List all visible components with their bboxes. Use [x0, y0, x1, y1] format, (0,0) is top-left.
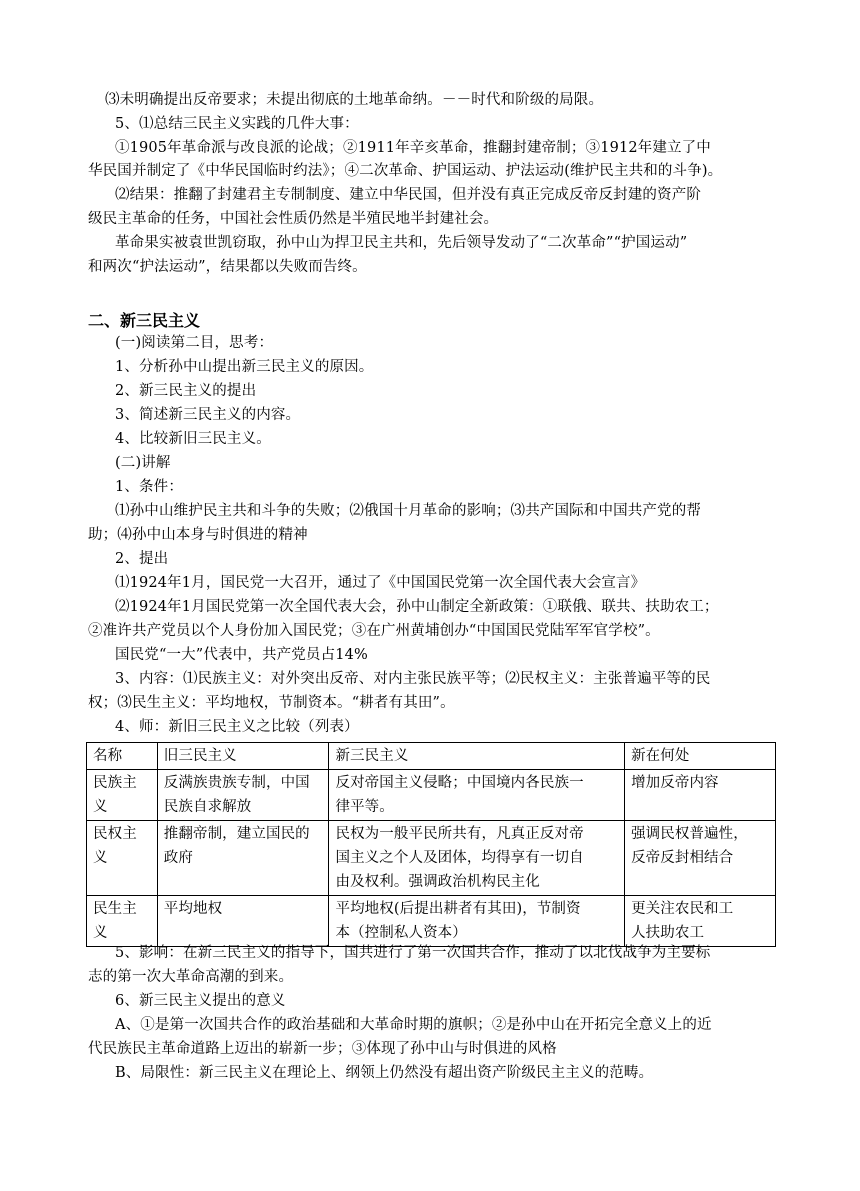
text-line: 华民国并制定了《中华民国临时约法》；④二次革命、护国运动、护法运动(维护民主共和的斗争)。	[88, 163, 723, 179]
text-line: 代民族民主革命道路上迈出的崭新一步；③体现了孙中山与时俱进的风格	[88, 1041, 557, 1057]
text-line: 1、条件：	[115, 479, 183, 495]
table-cell: 民权为一般平民所共有，凡真正反对帝 国主义之个人及团体，均得享有一切自 由及权利。强调政治机构民主化	[329, 821, 625, 896]
table-cell: 民生主 义	[87, 896, 158, 947]
text-line: 6、新三民主义提出的意义	[115, 993, 286, 1009]
text-line: ⑴孙中山维护民主共和斗争的失败；⑵俄国十月革命的影响；⑶共产国际和中国共产党的帮	[115, 503, 701, 519]
comparison-table	[86, 742, 776, 947]
table-cell: 更关注农民和工 人扶助农工	[625, 896, 776, 947]
text-line: ⑴1924年1月，国民党一大召开，通过了《中国国民党第一次全国代表大会宣言》	[115, 575, 646, 591]
text-line: 4、师：新旧三民主义之比较（列表）	[115, 719, 359, 735]
text-line: 助；⑷孙中山本身与时俱进的精神	[88, 527, 308, 543]
text-line: 3、内容：⑴民族主义：对外突出反帝、对内主张民族平等；⑵民权主义：主张普遍平等的民	[115, 671, 711, 687]
text-line: A、①是第一次国共合作的政治基础和大革命时期的旗帜；②是孙中山在开拓完全意义上的近	[115, 1017, 712, 1033]
table-row	[87, 821, 776, 896]
table-cell: 强调民权普遍性， 反帝反封相结合	[625, 821, 776, 896]
text-line: (二)讲解	[115, 455, 171, 471]
table-header-cell: 新在何处	[625, 743, 776, 770]
text-line: 和两次“护法运动”，结果都以失败而告终。	[88, 259, 367, 275]
text-line: 4、比较新旧三民主义。	[115, 431, 271, 447]
text-line: (一)阅读第二目，思考：	[115, 335, 274, 351]
table-header-cell: 名称	[87, 743, 158, 770]
text-line: 3、简述新三民主义的内容。	[115, 407, 301, 423]
text-line: ⑶未明确提出反帝要求；未提出彻底的土地革命纳。－－时代和阶级的局限。	[105, 92, 604, 108]
table-cell: 平均地权(后提出耕者有其田)，节制资 本（控制私人资本）	[329, 896, 625, 947]
table-cell: 民族主 义	[87, 770, 158, 821]
table-cell: 增加反帝内容	[625, 770, 776, 821]
table-cell: 平均地权	[157, 896, 329, 947]
table-cell: 反满族贵族专制，中国 民族自求解放	[157, 770, 329, 821]
section-heading: 二、新三民主义	[88, 311, 201, 330]
table-header-row	[87, 743, 776, 770]
text-line: 5、⑴总结三民主义实践的几件大事：	[115, 116, 359, 132]
text-line: 5、影响：在新三民主义的指导下，国共进行了第一次国共合作，推动了以北伐战争为主要标	[115, 945, 711, 961]
text-line: ⑵1924年1月国民党第一次全国代表大会，孙中山制定全新政策：①联俄、联共、扶助农工；	[115, 599, 719, 615]
text-line: ①1905年革命派与改良派的论战；②1911年辛亥革命，推翻封建帝制；③1912年建立了中	[115, 140, 711, 156]
text-line: 志的第一次大革命高潮的到来。	[88, 969, 294, 985]
text-line: 2、新三民主义的提出	[115, 383, 257, 399]
text-line: 1、分析孙中山提出新三民主义的原因。	[115, 359, 374, 375]
text-line: 国民党“一大”代表中，共产党员占14%	[115, 647, 368, 663]
table-row	[87, 896, 776, 947]
text-line: 级民主革命的任务，中国社会性质仍然是半殖民地半封建社会。	[88, 211, 499, 227]
table-cell: 民权主 义	[87, 821, 158, 896]
text-line: ②准许共产党员以个人身份加入国民党；③在广州黄埔创办“中国国民党陆军军官学校”。	[88, 623, 660, 639]
text-line: 权；⑶民生主义：平均地权，节制资本。“耕者有其田”。	[88, 695, 455, 711]
table-header-cell: 新三民主义	[329, 743, 625, 770]
text-line: 2、提出	[115, 551, 169, 567]
text-line: ⑵结果：推翻了封建君主专制制度、建立中华民国，但并没有真正完成反帝反封建的资产阶	[115, 187, 701, 203]
text-line: 革命果实被袁世凯窃取，孙中山为捍卫民主共和，先后领导发动了“二次革命”“护国运动”	[115, 235, 688, 251]
table-cell: 推翻帝制，建立国民的 政府	[157, 821, 329, 896]
table-cell: 反对帝国主义侵略；中国境内各民族一 律平等。	[329, 770, 625, 821]
text-line: B、局限性：新三民主义在理论上、纲领上仍然没有超出资产阶级民主主义的范畴。	[115, 1065, 654, 1081]
table-row	[87, 770, 776, 821]
table-header-cell: 旧三民主义	[157, 743, 329, 770]
